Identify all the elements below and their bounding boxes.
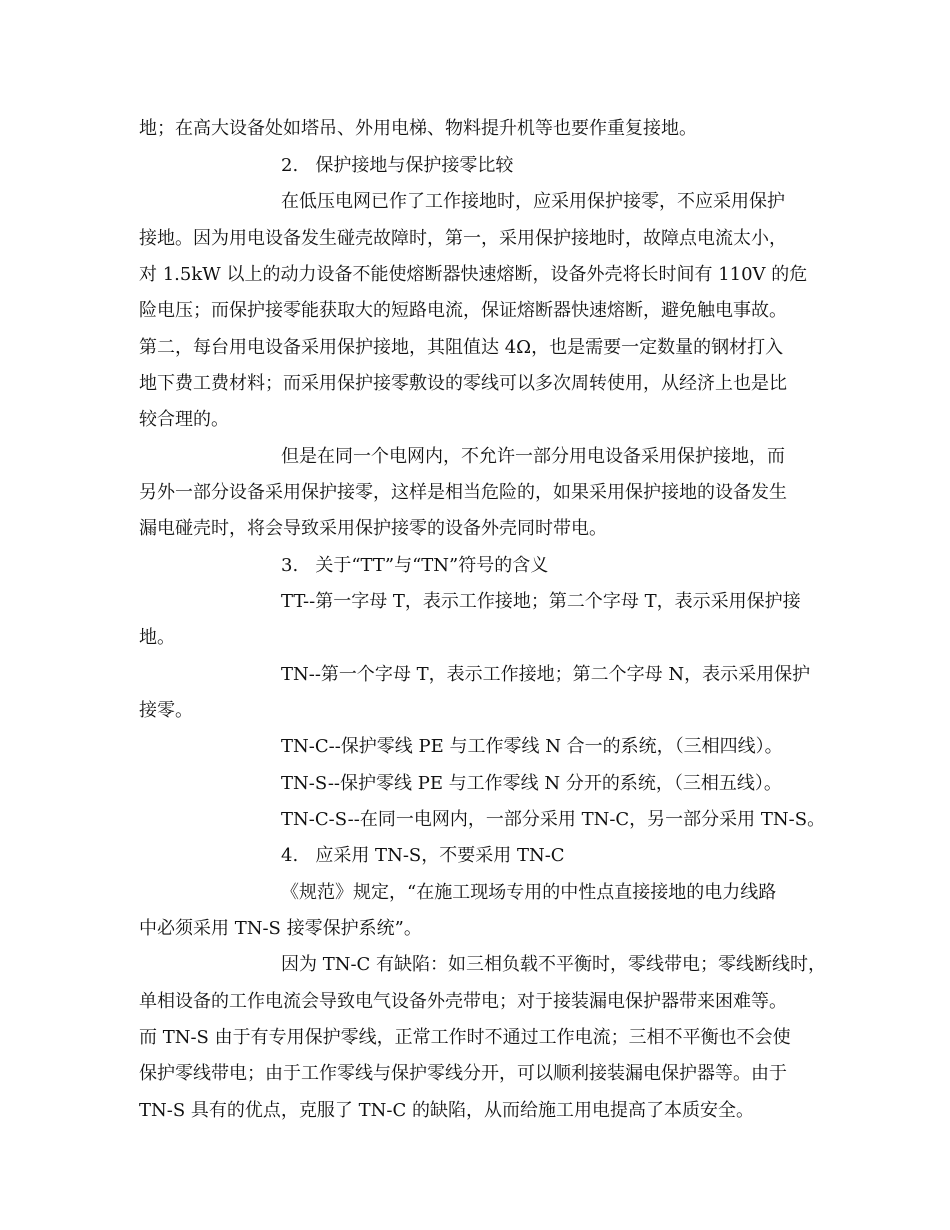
text-line: 地；在高大设备处如塔吊、外用电梯、物料提升机等也要作重复接地。 xyxy=(139,118,697,139)
text-line: 第二，每台用电设备采用保护接地，其阻值达 4Ω，也是需要一定数量的钢材打入 xyxy=(139,337,784,358)
text-line: 单相设备的工作电流会导致电气设备外壳带电；对于接装漏电保护器带来困难等。 xyxy=(139,991,787,1012)
text-line: 因为 TN-C 有缺陷：如三相负载不平衡时，零线带电；零线断线时， xyxy=(281,954,827,975)
text-line: 在低压电网已作了工作接地时，应采用保护接零，不应采用保护 xyxy=(281,191,785,212)
text-line: TT--第一字母 T，表示工作接地；第二个字母 T，表示采用保护接 xyxy=(281,591,801,612)
text-line: 接地。因为用电设备发生碰壳故障时，第一，采用保护接地时，故障点电流太小， xyxy=(139,228,787,249)
section-heading: 4. 应采用 TN-S，不要采用 TN-C xyxy=(281,845,565,866)
text-line: TN-S 具有的优点，克服了 TN-C 的缺陷，从而给施工用电提高了本质安全。 xyxy=(139,1100,754,1121)
text-line: 另外一部分设备采用保护接零，这样是相当危险的，如果采用保护接地的设备发生 xyxy=(139,482,787,503)
text-line: TN--第一个字母 T，表示工作接地；第二个字母 N，表示采用保护 xyxy=(281,664,811,685)
text-line: TN-C--保护零线 PE 与工作零线 N 合一的系统，（三相四线）。 xyxy=(281,736,783,757)
text-line: TN-S--保护零线 PE 与工作零线 N 分开的系统，（三相五线）。 xyxy=(281,773,782,794)
section-heading: 3. 关于“TT”与“TN”符号的含义 xyxy=(281,555,549,576)
text-line: 较合理的。 xyxy=(139,409,229,430)
text-line: 接零。 xyxy=(139,700,193,721)
section-heading: 2. 保护接地与保护接零比较 xyxy=(281,155,514,176)
text-line: 地。 xyxy=(139,627,175,648)
text-line: 《规范》规定，“在施工现场专用的中性点直接接地的电力线路 xyxy=(281,882,777,903)
text-line: TN-C-S--在同一电网内，一部分采用 TN-C，另一部分采用 TN-S。 xyxy=(281,809,826,830)
text-line: 但是在同一个电网内，不允许一部分用电设备采用保护接地，而 xyxy=(281,446,785,467)
text-line: 地下费工费材料；而采用保护接零敷设的零线可以多次周转使用，从经济上也是比 xyxy=(139,373,787,394)
text-line: 对 1.5kW 以上的动力设备不能使熔断器快速熔断，设备外壳将长时间有 110V 的危 xyxy=(139,264,808,285)
text-line: 险电压；而保护接零能获取大的短路电流，保证熔断器快速熔断，避免触电事故。 xyxy=(139,300,787,321)
text-line: 而 TN-S 由于有专用保护零线，正常工作时不通过工作电流；三相不平衡也不会使 xyxy=(139,1027,791,1048)
text-line: 中必须采用 TN-S 接零保护系统”。 xyxy=(139,918,422,939)
text-line: 保护零线带电；由于工作零线与保护零线分开，可以顺利接装漏电保护器等。由于 xyxy=(139,1063,787,1084)
text-line: 漏电碰壳时，将会导致采用保护接零的设备外壳同时带电。 xyxy=(139,518,607,539)
